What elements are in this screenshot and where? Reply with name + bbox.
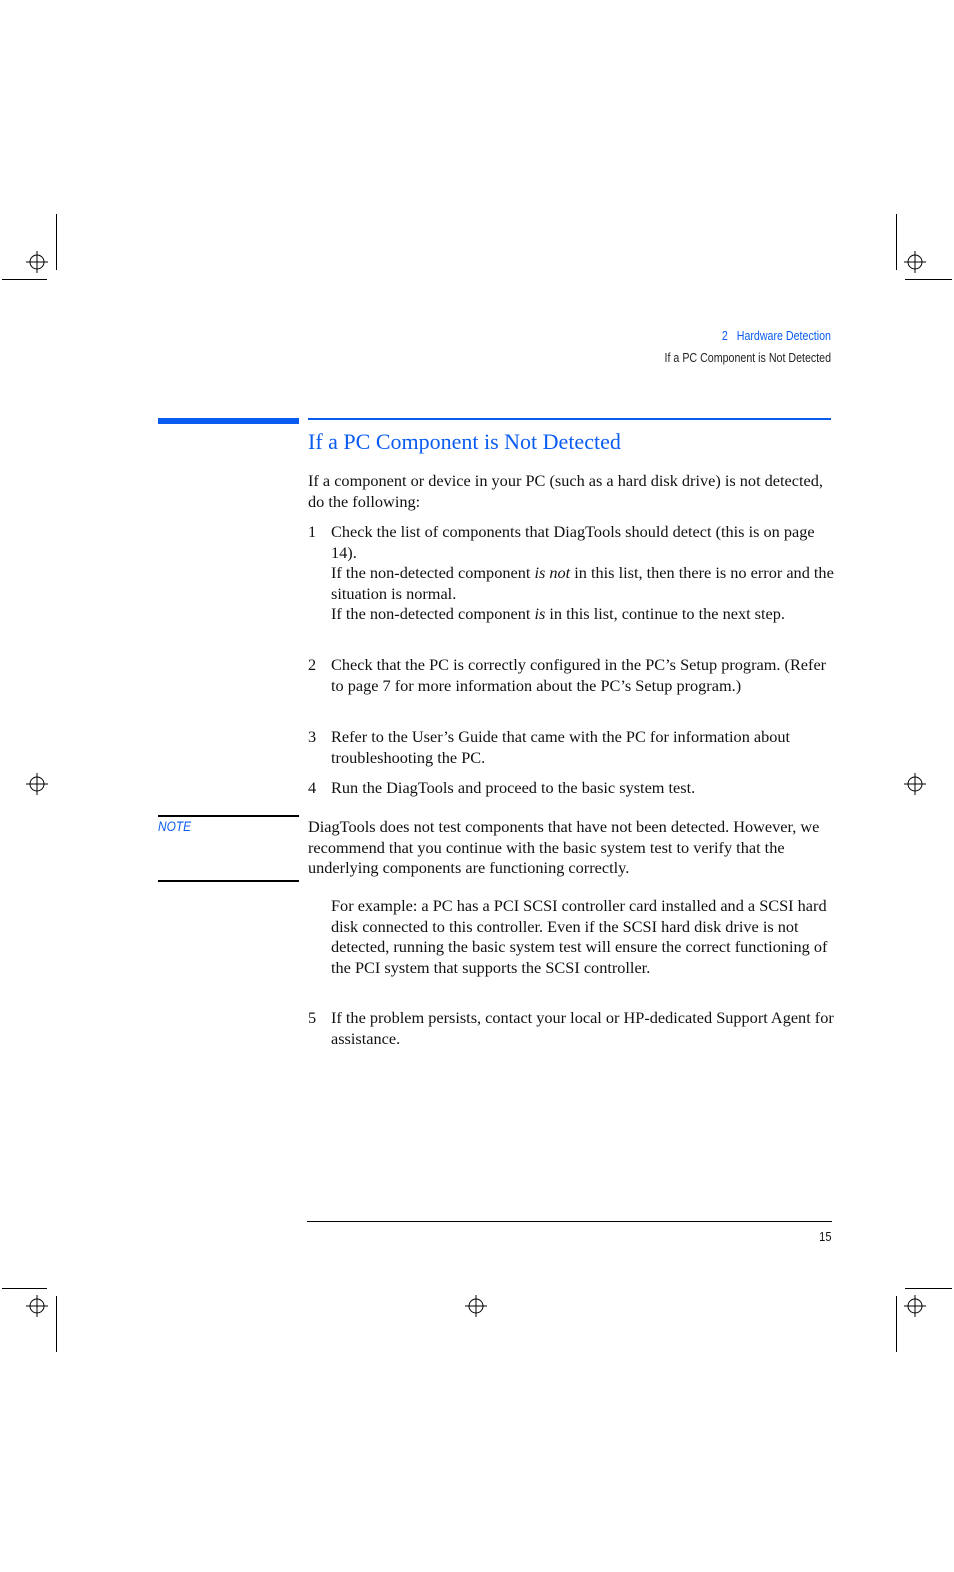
registration-mark-icon [904, 1295, 926, 1317]
registration-mark-icon [26, 251, 48, 273]
running-header-section: If a PC Component is Not Detected [664, 350, 831, 365]
chapter-number: 2 [721, 328, 728, 343]
title-bar-left [158, 418, 299, 424]
step-number: 2 [308, 655, 317, 674]
registration-mark-icon [465, 1295, 487, 1317]
intro-paragraph: If a component or device in your PC (such as a hard disk drive) is not detected, do the following: [308, 471, 823, 511]
chapter-title: Hardware Detection [736, 328, 831, 343]
step-number: 1 [308, 522, 317, 541]
step-paragraph: If the non-detected component is in this list, continue to the next step. [331, 604, 785, 623]
note-text: DiagTools does not test components that have not been detected. However, we recommend that you continue with the basic system test to verify that the underlying components are functioning correctly. [308, 817, 820, 877]
step-text: If the problem persists, contact your local or HP-dedicated Support Agent for assistance. [331, 1008, 834, 1048]
step-text: Check that the PC is correctly configured in the PC’s Setup program. (Refer to page 7 for more information about the PC’s Setup program.) [331, 655, 827, 695]
crop-mark [2, 279, 47, 280]
step-4 [308, 778, 834, 799]
footer-rule [307, 1221, 832, 1222]
example-paragraph: For example: a PC has a PCI SCSI controller card installed and a SCSI hard disk connected to this controller. Even if the SCSI hard disk drive is not detected, running the basic system test will ensure the correct functioning of the PCI system that supports the SCSI controller. [331, 896, 828, 977]
note-rule-bottom [158, 880, 299, 882]
registration-mark-icon [904, 251, 926, 273]
registration-mark-icon [26, 773, 48, 795]
step-number: 5 [308, 1008, 317, 1027]
step-paragraph: Check the list of components that DiagTools should detect (this is on page 14). [331, 522, 815, 562]
step-3 [308, 727, 834, 768]
emphasis: is not [534, 563, 571, 582]
step-2 [308, 655, 834, 696]
crop-mark [896, 214, 897, 270]
crop-mark [905, 279, 952, 280]
running-header-chapter [722, 328, 831, 343]
note-label: NOTE [158, 818, 192, 834]
step-5 [308, 1008, 834, 1049]
crop-mark [56, 214, 57, 270]
emphasis: is [534, 604, 546, 623]
step-text: Refer to the User’s Guide that came with the PC for information about troubleshooting the PC. [331, 727, 791, 767]
page-number: 15 [818, 1229, 831, 1244]
crop-mark [2, 1288, 47, 1289]
registration-mark-icon [904, 773, 926, 795]
crop-mark [905, 1288, 952, 1289]
step-1 [308, 522, 834, 625]
step-text: Run the DiagTools and proceed to the basic system test. [331, 778, 696, 797]
step-number: 4 [308, 778, 317, 797]
step-paragraph: If the non-detected component is not in this list, then there is no error and the situation is normal. [331, 563, 834, 603]
title-rule [308, 418, 831, 420]
crop-mark [896, 1296, 897, 1352]
registration-mark-icon [26, 1295, 48, 1317]
step-number: 3 [308, 727, 317, 746]
page-title: If a PC Component is Not Detected [308, 429, 621, 454]
crop-mark [56, 1296, 57, 1352]
note-rule-top [158, 815, 299, 817]
